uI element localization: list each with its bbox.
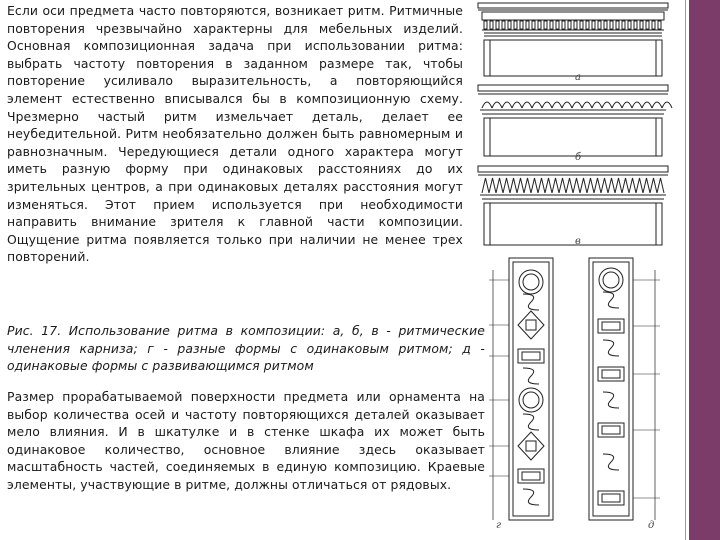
slide-sidebar-band	[689, 0, 720, 540]
body-paragraph-rhythm: Если оси предмета часто повторяются, возникает ритм. Ритмичные повторения чрезвычайно характерны для мебельных изделий. Основная композиционная задача при использовании ритма: выбрать частоту повторения в заданном размере так, чтобы повторение усиливало выразительность, а повторяющийся элемент естественно вписывался бы в композиционную схему. Чрезмерно частый ритм измельчает деталь, делает ее неубедительной. Ритм необязательно должен быть равномерным и равнозначным. Чередующиеся детали одного характера могут иметь разную форму при одинаковых расстояниях до их зрительных центров, а при одинаковых деталях расстояния могут изменяться. Этот прием используется при необходимости направить внимание зрителя к главной части композиции. Ощущение ритма появляется только при наличии не менее трех повторений.	[7, 3, 463, 265]
cornice-a-drawing	[478, 3, 668, 76]
figure-label-v: в	[575, 236, 581, 247]
figure-caption: Рис. 17. Использование ритма в композиции: а, б, в - ритмические членения карниза; г - разные формы с одинаковым ритмом; д - одинаковые формы с развивающимся ритмом	[7, 323, 485, 374]
sidebar-divider-line	[685, 0, 686, 540]
figure-label-a: а	[575, 72, 581, 83]
panel-d-drawing	[589, 258, 633, 520]
cornice-illustration	[470, 0, 675, 248]
panel-g-drawing	[509, 258, 553, 520]
figure-label-g: г	[496, 520, 502, 531]
cornice-b-drawing	[478, 85, 672, 156]
figure-label-d: д	[648, 520, 655, 531]
ornament-panels-illustration	[485, 250, 675, 540]
cornice-v-drawing	[478, 166, 668, 245]
body-paragraph-scale: Размер прорабатываемой поверхности предмета или орнамента на выбор количества осей и частоту повторяющихся деталей оказывает мело влияния. И в шкатулке и в стенке шкафа их может быть одинаковое количество, основное влияние здесь оказывает масштабность частей, соединяемых в единую композицию. Краевые элементы, участвующие в ритме, должны отличаться от рядовых.	[7, 389, 485, 492]
figure-label-b: б	[575, 152, 582, 163]
